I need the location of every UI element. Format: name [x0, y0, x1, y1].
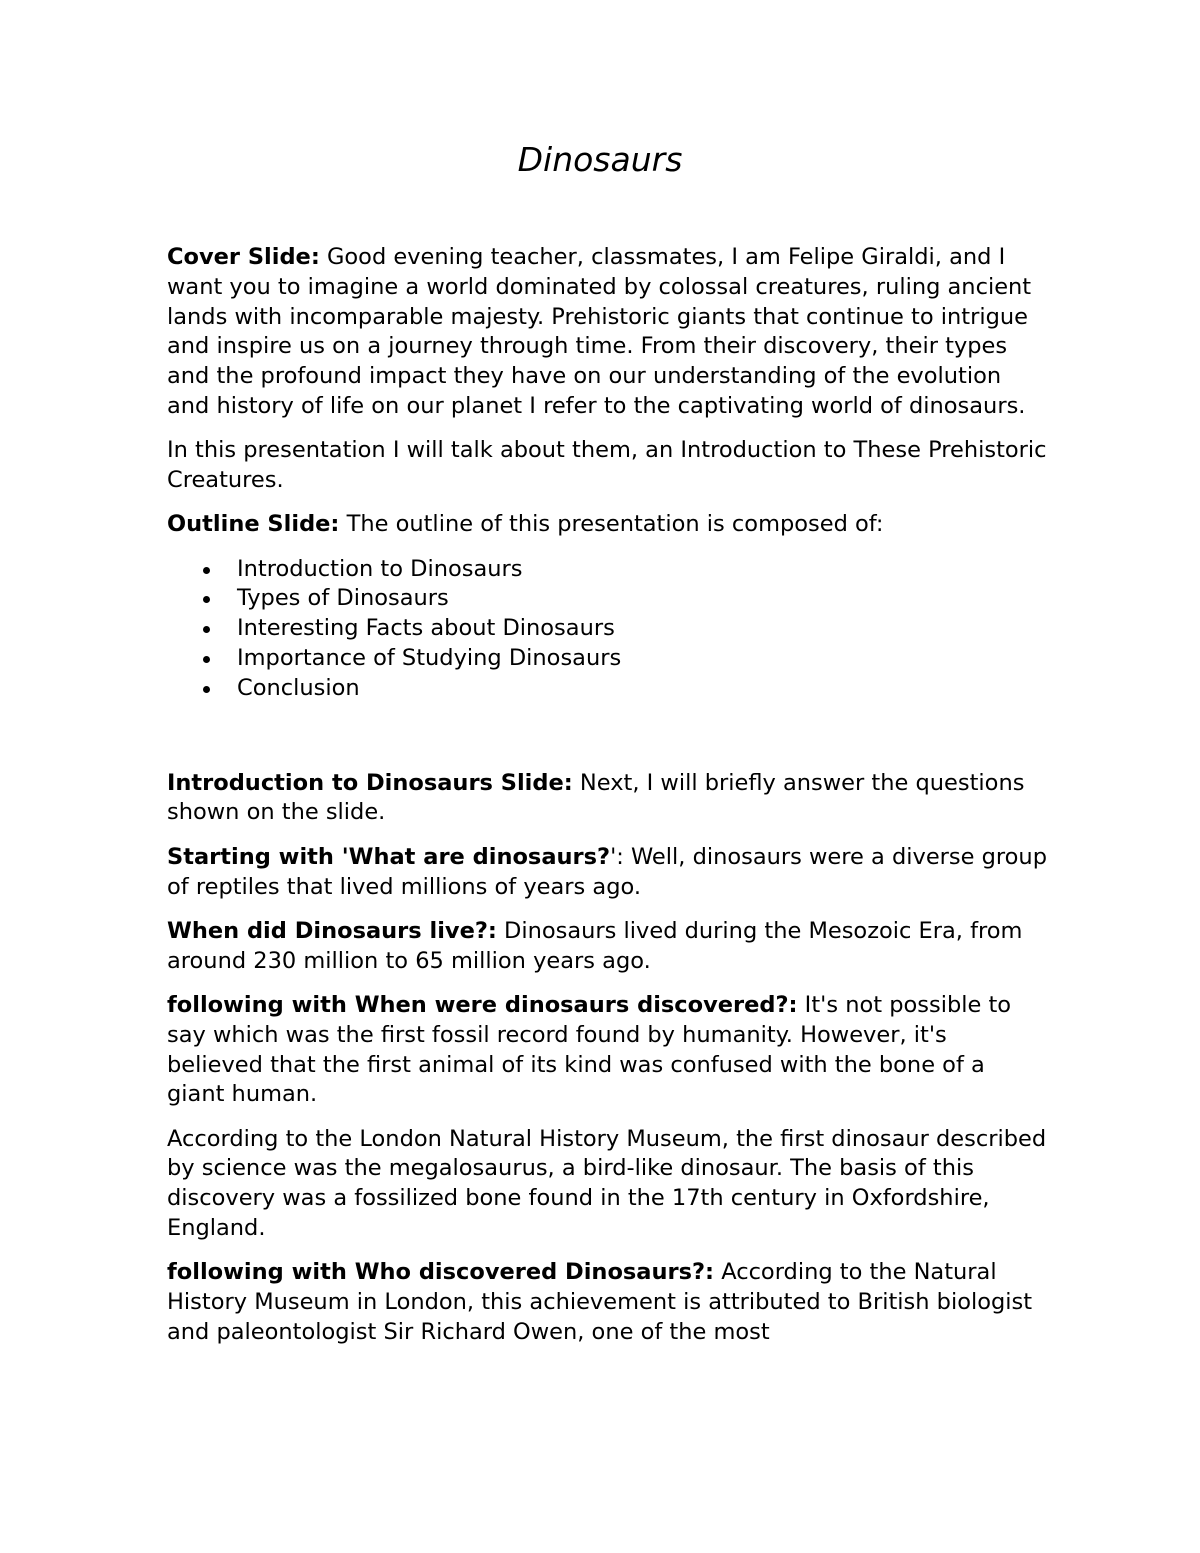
outline-slide-paragraph — [167, 510, 1047, 540]
list-item — [167, 674, 1047, 704]
when-live-paragraph — [167, 917, 1047, 977]
when-discovered-paragraph — [167, 991, 1047, 1110]
when-live-label: When did Dinosaurs live?: — [167, 917, 497, 944]
bullet-icon — [203, 596, 210, 603]
intro-paragraph: In this presentation I will talk about them, an Introduction to These Prehistoric Creatures. — [167, 437, 1047, 494]
when-discovered-text: It's not possible to say which was the first fossil record found by humanity. However, it's believed that the first animal of its kind was confused with the bone of a giant human. — [167, 991, 1012, 1108]
when-discovered-label: following with When were dinosaurs discovered?: — [167, 991, 798, 1018]
bullet-icon — [203, 626, 210, 633]
museum-paragraph: According to the London Natural History Museum, the first dinosaur described by science was the megalosaurus, a bird-like dinosaur. The basis of this discovery was a fossilized bone found in the 17th century in Oxfordshire, England. — [167, 1125, 1047, 1242]
bullet-icon — [203, 567, 210, 574]
document-title: Dinosaurs — [517, 140, 683, 179]
intro-slide-label: Introduction to Dinosaurs Slide: — [167, 769, 573, 796]
cover-slide-text: Good evening teacher, classmates, I am Felipe Giraldi, and I want you to imagine a world dominated by colossal creatures, ruling ancient lands with incomparable majesty. Prehistoric giants that continue to intrigue and inspire us on a journey through time. From their discovery, their types and the profound impact they have on our understanding of the evolution and history of life on our planet I refer to the captivating world of dinosaurs. — [167, 244, 1032, 419]
outline-slide-label: Outline Slide: — [167, 511, 340, 538]
list-item — [167, 584, 1047, 614]
intro-slide-text: Next, I will briefly answer the questions shown on the slide. — [167, 769, 1025, 826]
bullet-icon — [203, 656, 210, 663]
cover-slide-paragraph — [167, 243, 1047, 422]
who-discovered-text: According to the Natural History Museum in London, this achievement is attributed to British biologist and paleontologist Sir Richard Owen, one of the most — [167, 1259, 1033, 1345]
when-live-text: Dinosaurs lived during the Mesozoic Era, from around 230 million to 65 million years ago. — [167, 917, 1023, 974]
who-discovered-paragraph — [167, 1258, 1047, 1347]
what-are-dinosaurs-text: ': Well, dinosaurs were a diverse group of reptiles that lived millions of years ago. — [167, 843, 1047, 900]
list-item-text: Importance of Studying Dinosaurs — [237, 645, 622, 672]
section-spacer — [167, 704, 1047, 769]
intro-slide-paragraph — [167, 769, 1047, 829]
list-item-text: Types of Dinosaurs — [237, 585, 449, 612]
cover-slide-label: Cover Slide: — [167, 244, 320, 270]
who-discovered-label: following with Who discovered Dinosaurs?: — [167, 1259, 715, 1286]
list-item — [167, 555, 1047, 585]
list-item-text: Introduction to Dinosaurs — [237, 555, 523, 582]
outline-slide-text: The outline of this presentation is composed of: — [339, 511, 884, 538]
outline-list — [167, 555, 1047, 704]
document-body — [167, 243, 1047, 1362]
what-are-dinosaurs-label: Starting with 'What are dinosaurs? — [167, 843, 611, 870]
list-item — [167, 614, 1047, 644]
list-item-text: Conclusion — [237, 674, 360, 701]
list-item — [167, 644, 1047, 674]
list-item-text: Interesting Facts about Dinosaurs — [237, 615, 615, 642]
what-are-dinosaurs-paragraph — [167, 843, 1047, 903]
bullet-icon — [203, 686, 210, 693]
